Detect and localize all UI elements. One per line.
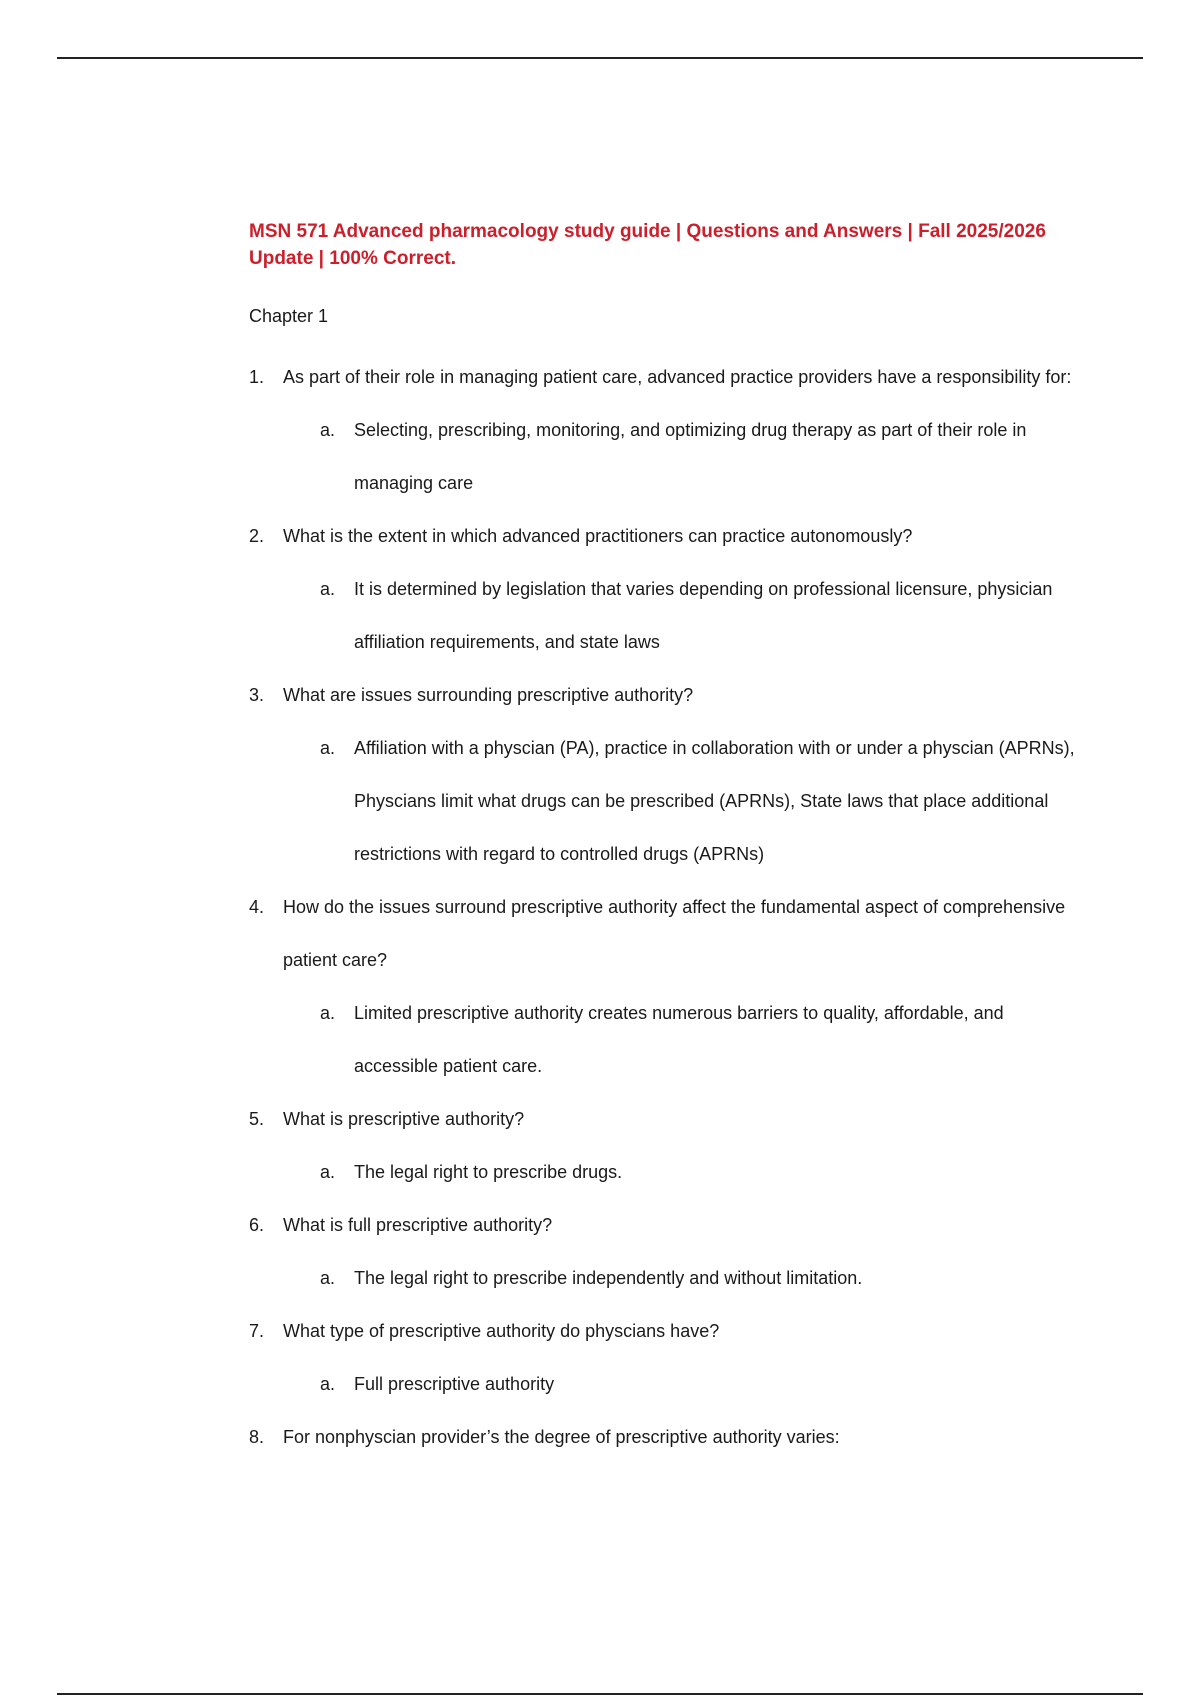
answer-letter: a. xyxy=(320,579,336,599)
answer-text: Selecting, prescribing, monitoring, and optimizing drug therapy as part of their role in managing care xyxy=(354,420,1027,493)
top-rule xyxy=(57,57,1143,59)
question-list xyxy=(249,351,1079,1464)
answer-list xyxy=(283,1146,1079,1199)
question-item xyxy=(249,351,1079,510)
answer-list xyxy=(283,404,1079,510)
question-number: 4. xyxy=(249,897,265,917)
answer-item xyxy=(249,404,1079,510)
question-text: How do the issues surround prescriptive authority affect the fundamental aspect of comprehensive patient care? xyxy=(283,897,1066,970)
answer-text: Full prescriptive authority xyxy=(354,1374,555,1394)
answer-item xyxy=(249,1146,1079,1199)
answer-letter: a. xyxy=(320,738,336,758)
answer-list xyxy=(283,987,1079,1093)
answer-letter: a. xyxy=(320,1162,336,1182)
question-number: 8. xyxy=(249,1427,265,1447)
document-body xyxy=(249,218,1079,1464)
answer-letter: a. xyxy=(320,1268,336,1288)
answer-letter: a. xyxy=(320,1003,336,1023)
answer-item xyxy=(249,1358,1079,1411)
answer-list xyxy=(283,563,1079,669)
answer-letter: a. xyxy=(320,1374,336,1394)
question-item xyxy=(249,1093,1079,1199)
answer-list xyxy=(283,1358,1079,1411)
question-number: 2. xyxy=(249,526,265,546)
question-text: What is the extent in which advanced practitioners can practice autonomously? xyxy=(283,526,913,546)
document-title: MSN 571 Advanced pharmacology study guide | Questions and Answers | Fall 2025/2026 Update | 100% Correct. xyxy=(249,221,1046,269)
question-item xyxy=(249,1199,1079,1305)
question-number: 7. xyxy=(249,1321,265,1341)
question-item xyxy=(249,1305,1079,1411)
question-text: For nonphyscian provider’s the degree of prescriptive authority varies: xyxy=(283,1427,840,1447)
question-text: What is prescriptive authority? xyxy=(283,1109,525,1129)
answer-item xyxy=(249,1252,1079,1305)
answer-text: It is determined by legislation that varies depending on professional licensure, physician affiliation requirements, and state laws xyxy=(354,579,1053,652)
question-item xyxy=(249,881,1079,1093)
question-item xyxy=(249,669,1079,881)
answer-letter: a. xyxy=(320,420,336,440)
answer-text: Affiliation with a physcian (PA), practice in collaboration with or under a physcian (APRNs), Physcians limit what drugs can be prescribed (APRNs), State laws that place additional restrictions with regard to controlled drugs (APRNs) xyxy=(354,738,1075,864)
question-number: 6. xyxy=(249,1215,265,1235)
question-number: 5. xyxy=(249,1109,265,1129)
bottom-rule xyxy=(57,1693,1143,1695)
answer-text: The legal right to prescribe independently and without limitation. xyxy=(354,1268,863,1288)
question-number: 1. xyxy=(249,367,265,387)
question-text: What is full prescriptive authority? xyxy=(283,1215,553,1235)
answer-text: Limited prescriptive authority creates numerous barriers to quality, affordable, and accessible patient care. xyxy=(354,1003,1004,1076)
question-text: What type of prescriptive authority do physcians have? xyxy=(283,1321,720,1341)
question-text: What are issues surrounding prescriptive authority? xyxy=(283,685,694,705)
question-item xyxy=(249,510,1079,669)
question-text: As part of their role in managing patient care, advanced practice providers have a responsibility for: xyxy=(283,367,1072,387)
answer-item xyxy=(249,563,1079,669)
chapter-heading: Chapter 1 xyxy=(249,306,329,326)
answer-list xyxy=(283,1252,1079,1305)
question-item xyxy=(249,1411,1079,1464)
answer-item xyxy=(249,722,1079,881)
answer-list xyxy=(283,722,1079,881)
question-number: 3. xyxy=(249,685,265,705)
answer-text: The legal right to prescribe drugs. xyxy=(354,1162,623,1182)
answer-item xyxy=(249,987,1079,1093)
